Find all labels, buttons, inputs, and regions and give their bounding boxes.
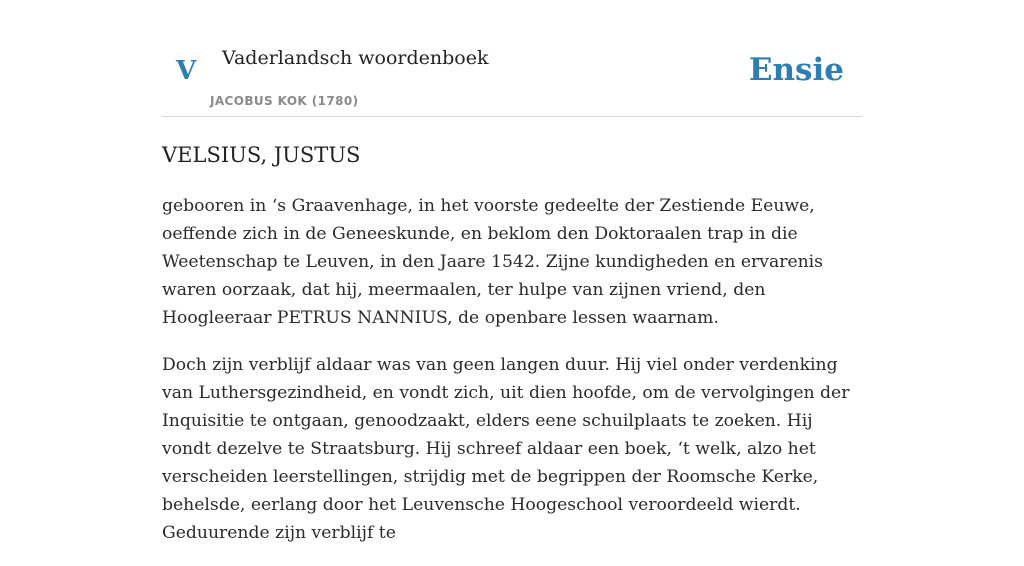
paragraph-line: Leuven, in den Jaare 1542. Zijne kundigheden en ervarenis waren oorzaak, dat hij,	[162, 252, 824, 300]
paragraph-line: leerstellingen, strijdig met de begrippen der Roomsche Kerke, behelsde, eerlang	[162, 467, 819, 515]
entry-body	[162, 192, 864, 566]
book-title[interactable]: Vaderlandsch woordenboek	[222, 47, 489, 69]
paragraph-line: Doch zijn verblijf aldaar was van geen langen duur. Hij viel onder verdenking van	[162, 355, 838, 403]
letter-badge[interactable]: V	[176, 56, 197, 86]
paragraph-line: gebooren in ‘s Graavenhage, in het voorste gedeelte der Zestiende Eeuwe, oeffende	[162, 196, 815, 244]
book-author: JACOBUS KOK (1780)	[210, 94, 359, 108]
page-header	[162, 0, 862, 117]
entry-title: VELSIUS, JUSTUS	[162, 143, 361, 167]
paragraph-line: Inquisitie te ontgaan, genoodzaakt, elders eene schuilplaats te zoeken. Hij vondt	[162, 411, 813, 459]
entry-paragraph	[162, 351, 864, 547]
paragraph-line: openbare lessen waarnam.	[484, 308, 719, 328]
brand-logo[interactable]: Ensie	[748, 52, 844, 88]
paragraph-line: door het Leuvensche Hoogeschool veroordeeld wierdt. Geduurende zijn verblijf te	[162, 495, 801, 543]
entry-paragraph	[162, 192, 864, 332]
paragraph-line: dezelve te Straatsburg. Hij schreef aldaar een boek, ‘t welk, alzo het verscheiden	[162, 439, 816, 487]
paragraph-line: meermaalen, ter hulpe van zijnen vriend, den Hoogleeraar PETRUS NANNIUS, de	[162, 280, 766, 328]
paragraph-line: zich in de Geneeskunde, en beklom den Doktoraalen trap in die Weetenschap te	[162, 224, 798, 272]
paragraph-line: Luthersgezindheid, en vondt zich, uit dien hoofde, om de vervolgingen der	[198, 383, 850, 403]
